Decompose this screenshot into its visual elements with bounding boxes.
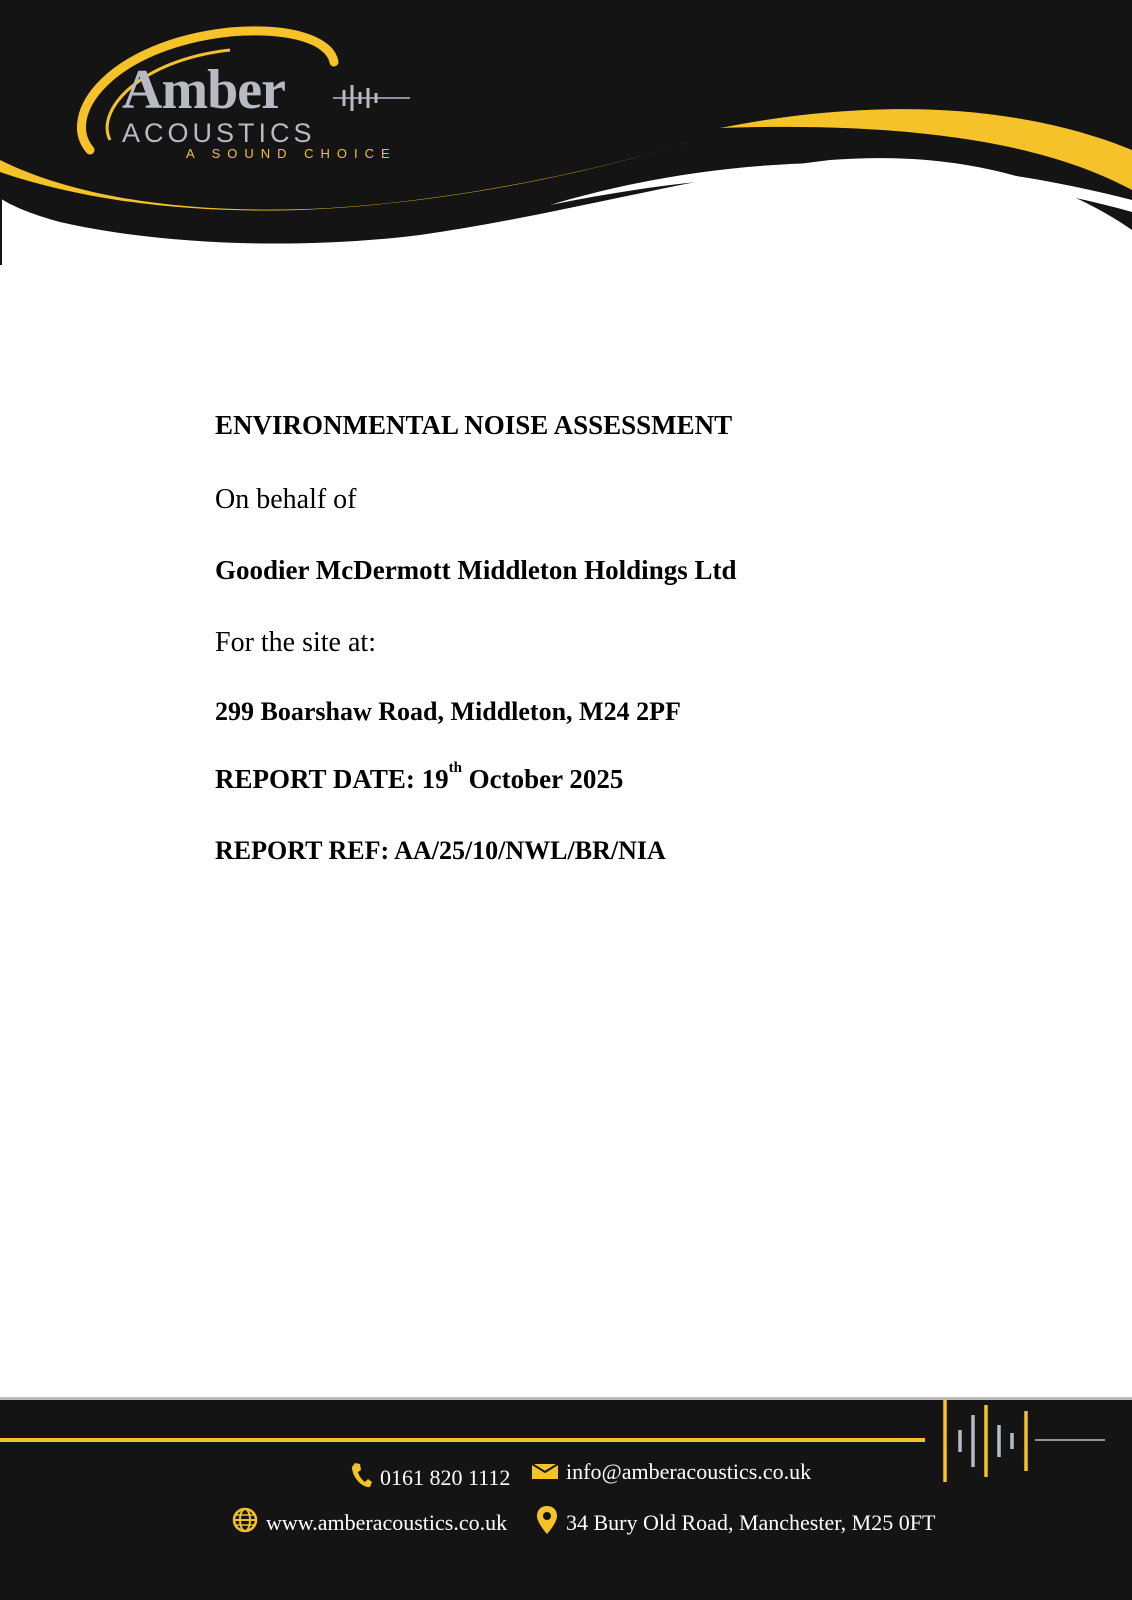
site-address: 299 Boarshaw Road, Middleton, M24 2PF — [215, 697, 681, 726]
phone-icon — [350, 1461, 372, 1495]
client-name: Goodier McDermott Middleton Holdings Ltd — [215, 555, 737, 585]
report-date-rest: October 2025 — [461, 764, 624, 794]
site-label: For the site at: — [215, 627, 376, 658]
logo-wordmark: Amber — [122, 59, 285, 121]
location-pin-icon — [536, 1505, 558, 1541]
page-footer — [0, 1397, 1132, 1600]
footer-decoration — [0, 1397, 1132, 1600]
footer-address — [536, 1505, 935, 1541]
globe-icon — [232, 1507, 258, 1539]
mail-icon — [532, 1459, 558, 1485]
logo-tagline: A SOUND CHOICE — [186, 146, 397, 161]
on-behalf-label: On behalf of — [215, 484, 357, 515]
report-reference: REPORT REF: AA/25/10/NWL/BR/NIA — [215, 836, 666, 865]
document-title: ENVIRONMENTAL NOISE ASSESSMENT — [215, 410, 733, 440]
report-date — [215, 760, 624, 795]
logo-subtitle: ACOUSTICS — [122, 118, 316, 148]
website-url: www.amberacoustics.co.uk — [266, 1510, 508, 1535]
report-date-label: REPORT DATE: 19 — [215, 764, 449, 794]
footer-website[interactable] — [232, 1507, 507, 1539]
page-header — [0, 0, 1132, 265]
phone-number: 0161 820 1112 — [380, 1465, 511, 1490]
office-address: 34 Bury Old Road, Manchester, M25 0FT — [566, 1510, 936, 1535]
report-date-suffix: th — [448, 760, 462, 776]
footer-email[interactable] — [532, 1459, 811, 1485]
email-address: info@amberacoustics.co.uk — [566, 1459, 812, 1484]
footer-phone[interactable] — [350, 1461, 510, 1495]
